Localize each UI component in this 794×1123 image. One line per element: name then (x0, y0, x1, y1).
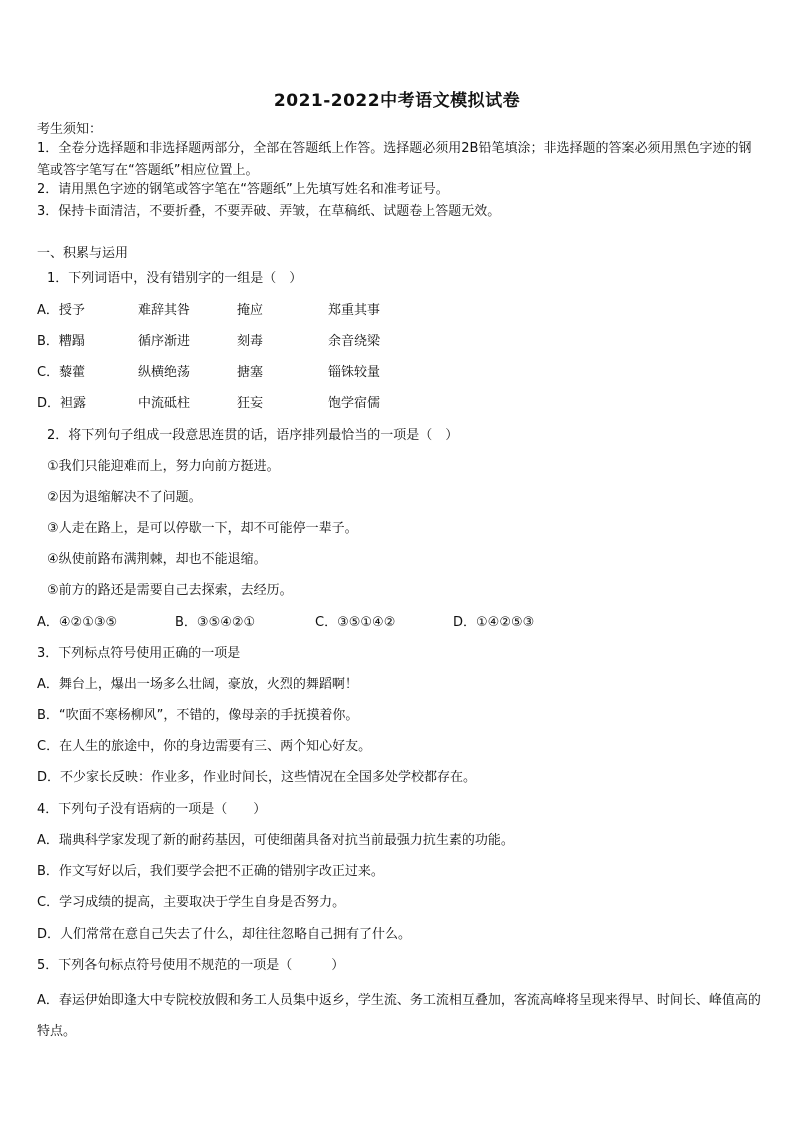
q2-option-c: C．③⑤①④② (315, 615, 396, 630)
q2-sentence-4: ④纵使前路布满荆棘，却也不能退缩。 (47, 552, 267, 567)
q2-stem: 2．将下列句子组成一段意思连贯的话，语序排列最恰当的一项是（ ） (47, 428, 459, 443)
q1-b-word-2: 循序渐进 (138, 334, 191, 349)
q1-stem: 1．下列词语中，没有错别字的一组是（ ） (47, 271, 303, 286)
q1-b-word-3: 刻毒 (237, 334, 264, 349)
q2-option-d: D．①④②⑤③ (453, 615, 535, 630)
q2-option-a: A．④②①③⑤ (37, 615, 118, 630)
q1-c-word-2: 纵横绝荡 (138, 365, 191, 380)
q1-c-word-4: 锱铢较量 (328, 365, 381, 380)
q3-option-c: C．在人生的旅途中，你的身边需要有三、两个知心好友。 (37, 739, 372, 754)
q1-d-word-1: D．袒露 (37, 396, 87, 411)
q1-a-word-3: 掩应 (237, 303, 264, 318)
q4-option-c: C．学习成绩的提高，主要取决于学生自身是否努力。 (37, 895, 346, 910)
q1-b-word-4: 余音绕梁 (328, 334, 381, 349)
q4-stem: 4．下列句子没有语病的一项是（ ） (37, 802, 267, 817)
page-title: 2021-2022中考语文模拟试卷 (273, 91, 521, 111)
q3-stem: 3．下列标点符号使用正确的一项是 (37, 646, 241, 661)
notice-heading: 考生须知： (37, 122, 103, 137)
q1-d-word-4: 饱学宿儒 (328, 396, 381, 411)
q4-option-b: B．作文写好以后，我们要学会把不正确的错别字改正过来。 (37, 864, 384, 879)
q1-c-word-1: C．藜藿 (37, 365, 86, 380)
notice-item-3: 3．保持卡面清洁，不要折叠，不要弄破、弄皱，在草稿纸、试题卷上答题无效。 (37, 204, 501, 219)
q2-sentence-5: ⑤前方的路还是需要自己去探索，去经历。 (47, 583, 293, 598)
q1-d-word-2: 中流砥柱 (138, 396, 191, 411)
q1-a-word-1: A．授予 (37, 303, 85, 318)
q3-option-b: B．“吹面不寒杨柳风”，不错的，像母亲的手抚摸着你。 (37, 708, 359, 723)
q2-sentence-3: ③人走在路上，是可以停歇一下，却不可能停一辈子。 (47, 521, 358, 536)
q5-option-a: A．春运伊始即逢大中专院校放假和务工人员集中返乡，学生流、务工流相互叠加，客流高峰将呈现来得早、时间长、峰值高的特点。 (37, 993, 761, 1039)
q2-sentence-1: ①我们只能迎难而上，努力向前方挺进。 (47, 459, 280, 474)
q4-option-d: D．人们常常在意自己失去了什么，却往往忽略自己拥有了什么。 (37, 927, 412, 942)
q5-stem: 5．下列各句标点符号使用不规范的一项是（ ） (37, 958, 345, 973)
notice-item-2: 2．请用黑色字迹的钢笔或答字笔在“答题纸”上先填写姓名和准考证号。 (37, 182, 449, 197)
q2-sentence-2: ②因为退缩解决不了问题。 (47, 490, 202, 505)
q1-c-word-3: 搪塞 (237, 365, 264, 380)
q3-option-d: D．不少家长反映：作业多，作业时间长，这些情况在全国多处学校都存在。 (37, 770, 477, 785)
notice-item-1: 1．全卷分选择题和非选择题两部分，全部在答题纸上作答。选择题必须用2B铅笔填涂；非选择题的答案必须用黑色字迹的钢笔或答字笔写在“答题纸”相应位置上。 (37, 141, 752, 178)
q1-b-word-1: B．糟蹋 (37, 334, 85, 349)
section-heading: 一、积累与运用 (37, 246, 129, 261)
q3-option-a: A．舞台上，爆出一场多么壮阔，豪放，火烈的舞蹈啊！ (37, 677, 358, 692)
q1-a-word-4: 郑重其事 (328, 303, 381, 318)
q1-a-word-2: 难辞其咎 (138, 303, 191, 318)
q4-option-a: A．瑞典科学家发现了新的耐药基因，可使细菌具备对抗当前最强力抗生素的功能。 (37, 833, 514, 848)
q2-option-b: B．③⑤④②① (175, 615, 256, 630)
q1-d-word-3: 狂妄 (237, 396, 264, 411)
